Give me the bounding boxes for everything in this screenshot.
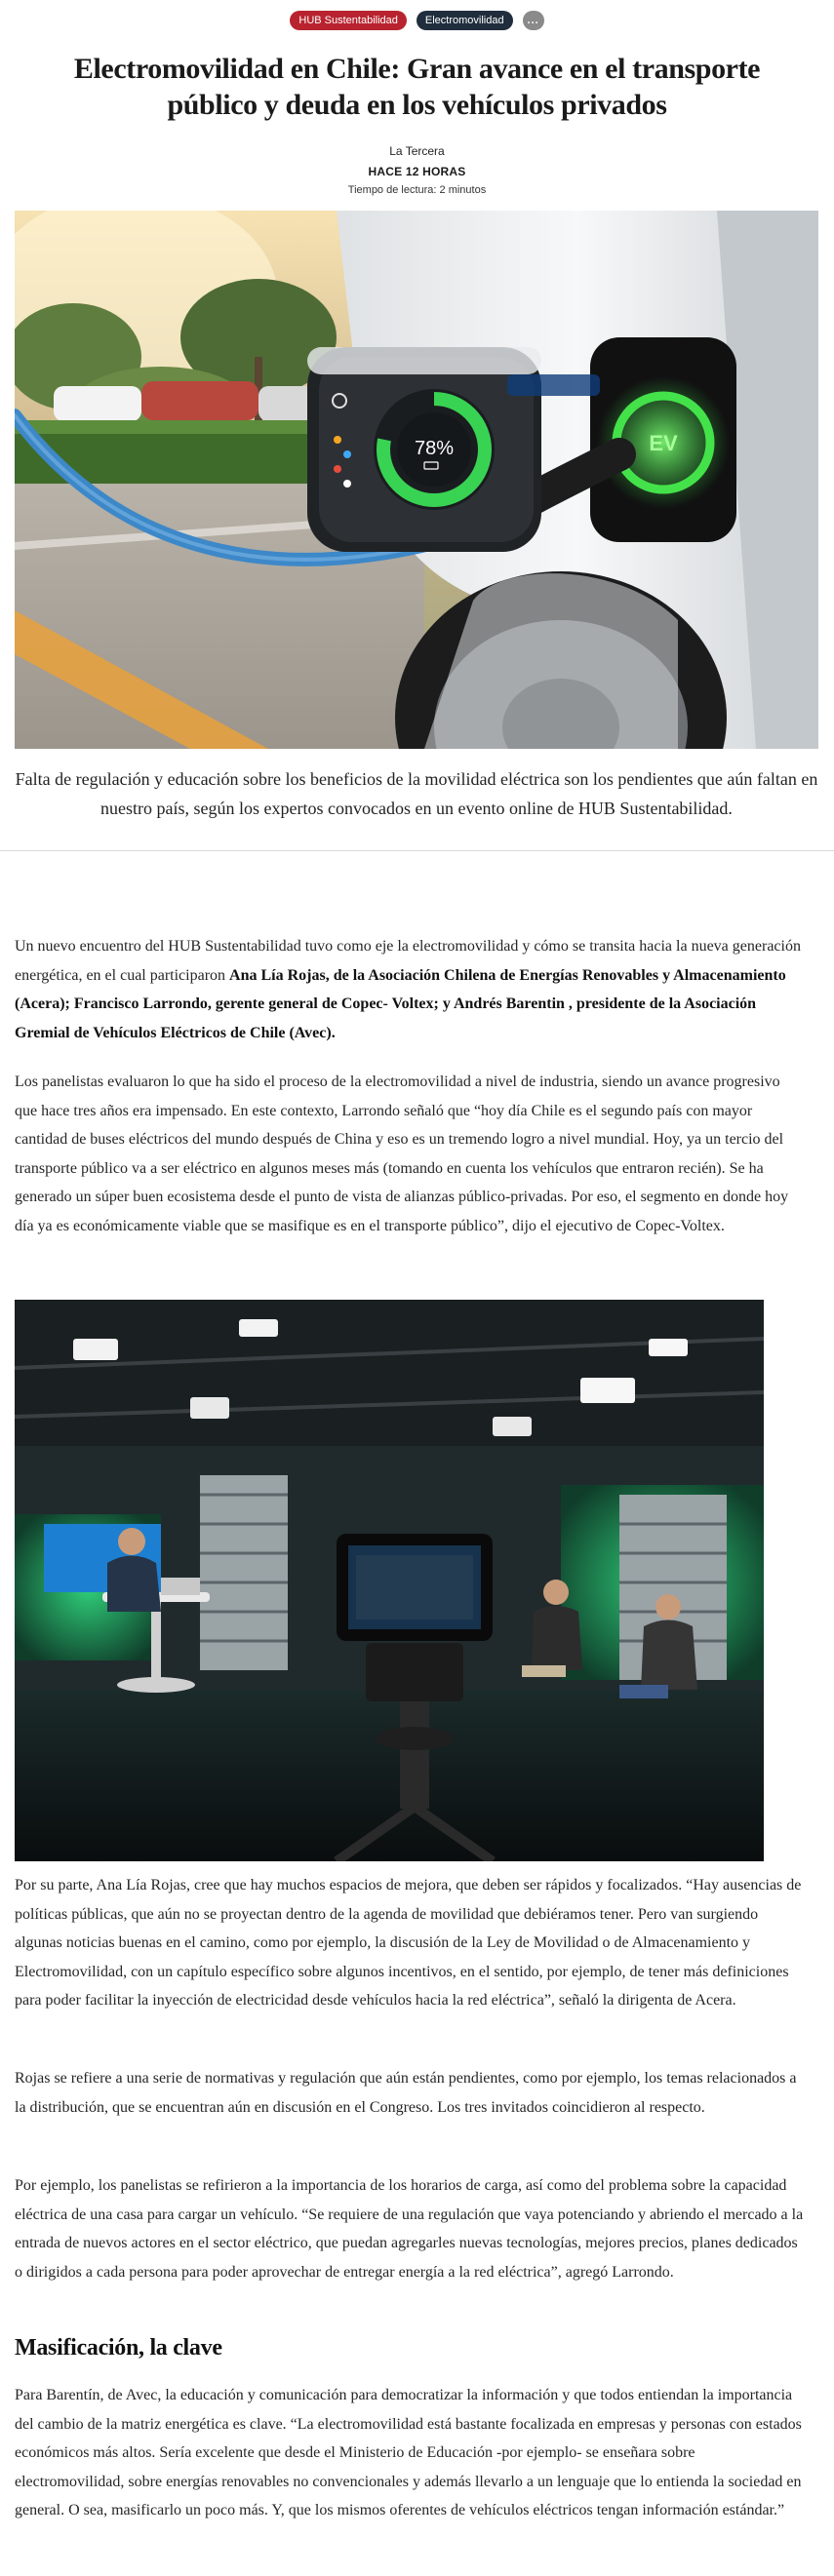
section-subhead: Masificación, la clave: [15, 2335, 222, 2361]
tv-studio-illustration: [15, 1300, 764, 1861]
paragraph-1: [15, 932, 805, 1047]
paragraph-1-participants: Ana Lía Rojas, de la Asociación Chilena de Energías Renovables y Almacenamiento (Acera); Francisco Larrondo, gerente general de Copec- Voltex; y Andrés Barentin , presidente de la Asociación Gremial de Vehículos Eléctricos de Chile (Avec).: [15, 966, 786, 1041]
paragraph-2: Los panelistas evaluaron lo que ha sido el proceso de la electromovilidad a nivel de industria, siendo un avance progresivo que hace tres años era impensado. En este contexto, Larrondo señaló que “hoy día Chile es el segundo país con mayor cantidad de buses eléctricos del mundo después de China y eso es un tremendo logro a nivel mundial. Hoy, ya un tercio del transporte público va a ser eléctrico en algunos meses más (tomando en cuenta los vehículos que entraron recién). Se ha generado un súper buen ecosistema desde el punto de vista de alianzas público-privadas. Por eso, el segmento en donde hoy día ya es económicamente viable que se masifique es en el transporte público”, dijo el ejecutivo de Copec-Voltex.: [15, 1073, 789, 1234]
tag-bar: [0, 0, 834, 33]
studio-photo: [15, 1300, 764, 1861]
article-headline: Electromovilidad en Chile: Gran avance en el transporte público y deuda en los vehículos privados: [73, 53, 761, 121]
publish-time: HACE 12 HORAS: [368, 165, 466, 178]
more-tags-button[interactable]: ...: [523, 11, 544, 30]
paragraph-4: Rojas se refiere a una serie de normativas y regulación que aún están pendientes, como por ejemplo, los temas relacionados a la distribución, que se encuentran aún en discusión en el Congreso. Los tres invitados coincidieron al respecto.: [15, 2070, 797, 2116]
paragraph-3: Por su parte, Ana Lía Rojas, cree que hay muchos espacios de mejora, que deben ser rápidos y focalizados. “Hay ausencias de políticas públicas, que aún no se proyectan dentro de la agenda de movilidad que debiéramos tener. Pero van surgiendo algunas noticias buenas en el camino, como por ejemplo, la discusión de la Ley de Movilidad o de Almacenamiento y Electromovilidad, con un capítulo específico sobre algunos incentivos, en el sentido, por ejemplo, de tener más definiciones para poder facilitar la inyección de electricidad desde vehículos hacia la red eléctrica”, señaló la dirigenta de Acera.: [15, 1877, 802, 2009]
section-divider: [0, 850, 834, 851]
paragraph-5: Por ejemplo, los panelistas se refirieron a la importancia de los horarios de carga, así como del problema sobre la capacidad eléctrica de una casa para cargar un vehículo. “Se requiere de una regulación que vaya potenciando y abriendo el mercado a la entrada de nuevos actores en el sector eléctrico, que puedan agregarles nuevas tecnologías, mejores precios, planes dedicados o dirigidos a cada persona para poder aprovechar de entregar energía a la red eléctrica”, agregó Larrondo.: [15, 2177, 804, 2281]
paragraph-1-text: Un nuevo encuentro del HUB Sustentabilidad tuvo como eje la electromovilidad y cómo se transita hacia la nueva generación energética, en el cual participaron: [15, 938, 801, 984]
hero-image: [15, 211, 818, 749]
hero-caption: Falta de regulación y educación sobre los beneficios de la movilidad eléctrica son los pendientes que aún faltan en nuestro país, según los expertos convocados en un evento online de HUB Sustentabilidad.: [15, 769, 818, 818]
tag-hub-sustentabilidad[interactable]: HUB Sustentabilidad: [290, 11, 407, 30]
charge-percent: 78%: [414, 438, 455, 459]
tag-electromovilidad[interactable]: Electromovilidad: [417, 11, 513, 30]
paragraph-6: Para Barentín, de Avec, la educación y comunicación para democratizar la información y que todos entiendan la importancia del cambio de la matriz energética es clave. “La electromovilidad está bastante focalizada en empresas y personas con estados económicos más altos. Sería excelente que desde el Ministerio de Educación -por ejemplo- se enseñara sobre electromovilidad, sobre energías renovables no convencionales y además llevarlo a un lenguaje que lo entienda la sociedad en general. O sea, masificarlo un poco más. Y, que los mismos oferentes de vehículos eléctricos tengan información estándar.”: [15, 2387, 802, 2518]
author-name[interactable]: La Tercera: [389, 144, 445, 158]
ev-port-label: EV: [649, 431, 678, 455]
ev-charging-illustration: [15, 211, 818, 749]
byline: [0, 142, 834, 198]
read-time: Tiempo de lectura: 2 minutos: [347, 184, 487, 196]
